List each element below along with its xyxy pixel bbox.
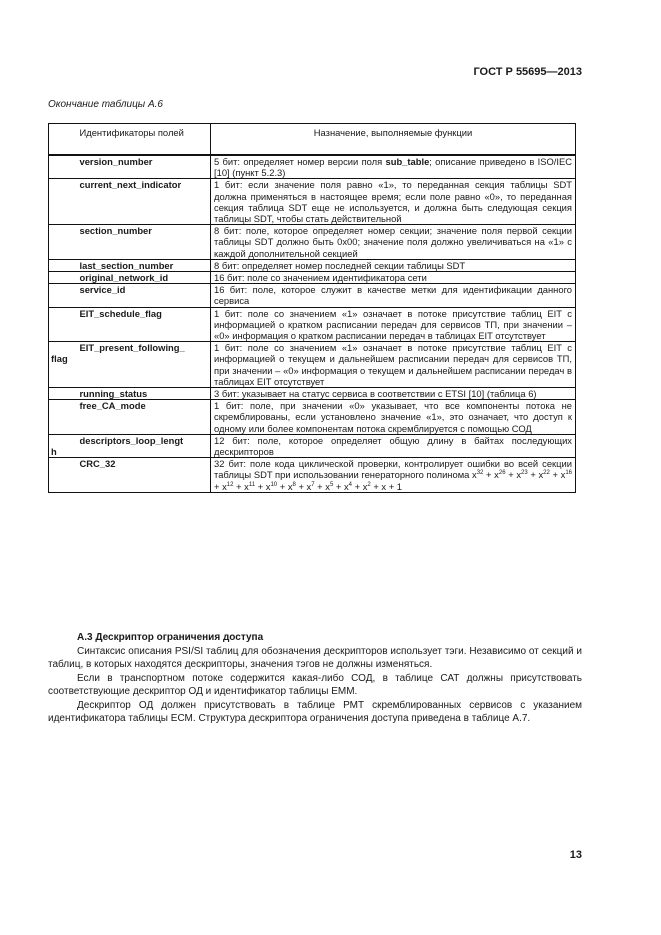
description-cell: 8 бит: поле, которое определяет номер секции; значение поля первой секции таблицы SDT должно быть 0х00; значение поля должно увеличиваться на «1» с каждой дополнительной секцией xyxy=(211,225,576,260)
field-wrap-cell xyxy=(49,400,79,435)
poly-base: x xyxy=(538,469,544,481)
description-cell xyxy=(211,155,576,179)
field-name-cell: free_CA_mode xyxy=(79,400,211,435)
table-row xyxy=(49,458,576,493)
poly-base: x xyxy=(306,480,312,492)
description-text: 5 бит: определяет номер версии поля xyxy=(214,156,386,167)
field-wrap-cell xyxy=(49,225,79,260)
field-wrap-cell xyxy=(49,155,79,179)
poly-exponent: 7 xyxy=(311,481,315,488)
section-a3 xyxy=(48,631,582,726)
poly-exponent: 23 xyxy=(521,470,528,477)
poly-exponent: 8 xyxy=(292,481,296,488)
table-row xyxy=(49,434,576,457)
field-wrap-cell xyxy=(49,342,79,388)
field-wrap-cell xyxy=(49,458,79,493)
description-cell: 3 бит: указывает на статус сервиса в соответствии с ETSI [10] (таблица 6) xyxy=(211,388,576,400)
description-cell: 16 бит: поле, которое служит в качестве метки для идентификации данного сервиса xyxy=(211,284,576,307)
description-cell: 1 бит: поле со значением «1» означает в потоке присутствие таблиц EIT с информацией о кратком расписании передач для сервисов ТП, при значении – «0» информация о кратком расписании передач в таблицах EIT отсутствует xyxy=(211,307,576,342)
table-row xyxy=(49,179,576,225)
field-name-cell: CRC_32 xyxy=(79,458,211,493)
field-wrap-cell xyxy=(49,434,79,457)
field-name-cell: descriptors_loop_lengt xyxy=(79,434,211,457)
field-name-cell: last_section_number xyxy=(79,259,211,271)
field-wrap-cell xyxy=(49,179,79,225)
header-spacer-cell xyxy=(49,124,79,156)
table-row xyxy=(49,225,576,260)
poly-base: x xyxy=(343,480,349,492)
poly-base: x xyxy=(494,469,499,481)
poly-base: x xyxy=(244,480,249,492)
standard-header: ГОСТ Р 55695—2013 xyxy=(473,66,582,78)
poly-exponent: 11 xyxy=(248,481,256,488)
poly-exponent: 2 xyxy=(367,481,371,488)
field-name-cell: current_next_indicator xyxy=(79,179,211,225)
poly-exponent: 26 xyxy=(498,470,506,477)
poly-tail: + x + 1 xyxy=(373,480,403,492)
section-paragraph-1: Синтаксис описания PSI/SI таблиц для обозначения дескрипторов использует тэги. Независимо от секций и таблиц, в которых находятся дескрипторы, значения тэгов не должны изменяться. xyxy=(48,645,582,670)
poly-base: x xyxy=(222,480,227,492)
field-name-cell: running_status xyxy=(79,388,211,400)
field-name-wrap: h xyxy=(51,445,57,457)
table-row xyxy=(49,284,576,307)
header-field-ids: Идентификаторы полей xyxy=(79,124,211,156)
header-purpose: Назначение, выполняемые функции xyxy=(211,124,576,156)
description-cell: 1 бит: поле со значением «1» означает в потоке присутствие таблиц EIT с информацией о текущем и дальнейшем расписании передач для сервисов ТП, при значении – «0» информация о текущем и дальнейшем расписании передач в таблицах EIT отсутствует xyxy=(211,342,576,388)
field-name-cell: original_network_id xyxy=(79,272,211,284)
poly-exponent: 22 xyxy=(543,470,550,477)
section-paragraph-3: Дескриптор ОД должен присутствовать в таблице РМТ скремблированных сервисов с указанием идентификатора таблицы ЕСМ. Структура дескриптора ограничения доступа приведена в таблице А.7. xyxy=(48,699,582,724)
section-paragraph-2: Если в транспортном потоке содержится какая-либо СОД, в таблице САТ должны присутствовать соответствующие дескриптор ОД и идентификатор таблицы ЕММ. xyxy=(48,672,582,697)
description-term: sub_table xyxy=(385,156,430,167)
poly-base: x xyxy=(265,480,271,492)
table-row xyxy=(49,155,576,179)
field-name-wrap: flag xyxy=(51,353,68,365)
description-cell: 1 бит: поле, при значении «0» указывает, что все компоненты потока не скремблированы, если установлено значение «1», это означает, что доступ к одному или более компонентам потока скремблируется с помощью СОД xyxy=(211,400,576,435)
field-name-cell: EIT_schedule_flag xyxy=(79,307,211,342)
description-text: 32 бит: поле кода циклической проверки, контролирует ошибки во всей секции таблицы SDT при использовании генераторного полинома xyxy=(214,458,572,481)
poly-exponent: 4 xyxy=(348,481,353,488)
description-text: ; описание приведено в ISO/IEC [10] (пункт 5.2.3) xyxy=(214,156,572,179)
description-cell: 12 бит: поле, которое определяет общую длину в байтах последующих дескрипторов xyxy=(211,434,576,457)
poly-exponent: 12 xyxy=(226,481,234,488)
field-name-cell: EIT_present_following_ xyxy=(79,342,211,388)
description-cell: 1 бит: если значение поля равно «1», то переданная секция таблицы SDT должна применяться в настоящее время; если поле равно «0», то переданная секция таблица SDT еще не используется, и должна быть следующая секция таблицы SDT, чтобы стать действительной xyxy=(211,179,576,225)
fields-table xyxy=(48,123,576,493)
table-row xyxy=(49,259,576,271)
description-cell: 32 бит: поле кода циклической проверки, контролирует ошибки во всей секции таблицы SDT при использовании генераторного полинома $x^{32} + x^{26} + x^{23} + x^{22} + x^{16} + x^{12} + x^{11} + x^{10} + x^8 + x^7 + x^5 + x^4 + x^2 + x + 1$ xyxy=(211,458,576,493)
poly-base: x xyxy=(325,480,330,492)
field-wrap-cell xyxy=(49,259,79,271)
page-number: 13 xyxy=(569,849,582,861)
poly-base: x xyxy=(472,469,477,481)
poly-exponent: 5 xyxy=(329,481,334,488)
field-wrap-cell xyxy=(49,307,79,342)
field-wrap-cell xyxy=(49,388,79,400)
poly-exponent: 32 xyxy=(476,470,484,477)
section-heading: А.3 Дескриптор ограничения доступа xyxy=(77,632,264,643)
field-wrap-cell xyxy=(49,284,79,307)
poly-base: x xyxy=(516,469,522,481)
table-row xyxy=(49,272,576,284)
field-name-cell: section_number xyxy=(79,225,211,260)
poly-exponent: 16 xyxy=(565,470,573,477)
poly-base: x xyxy=(560,469,566,481)
description-cell: 8 бит: определяет номер последней секции таблицы SDT xyxy=(211,259,576,271)
field-name-cell: version_number xyxy=(79,155,211,179)
field-name-cell: service_id xyxy=(79,284,211,307)
poly-base: x xyxy=(362,480,368,492)
table-row xyxy=(49,400,576,435)
table-caption: Окончание таблицы А.6 xyxy=(48,99,163,110)
table-body xyxy=(49,155,576,492)
table-row xyxy=(49,388,576,400)
field-wrap-cell xyxy=(49,272,79,284)
poly-base: x xyxy=(287,480,293,492)
table-header-row xyxy=(49,124,576,156)
table-row xyxy=(49,342,576,388)
table-row xyxy=(49,307,576,342)
poly-exponent: 10 xyxy=(270,481,278,488)
description-cell: 16 бит: поле со значением идентификатора сети xyxy=(211,272,576,284)
